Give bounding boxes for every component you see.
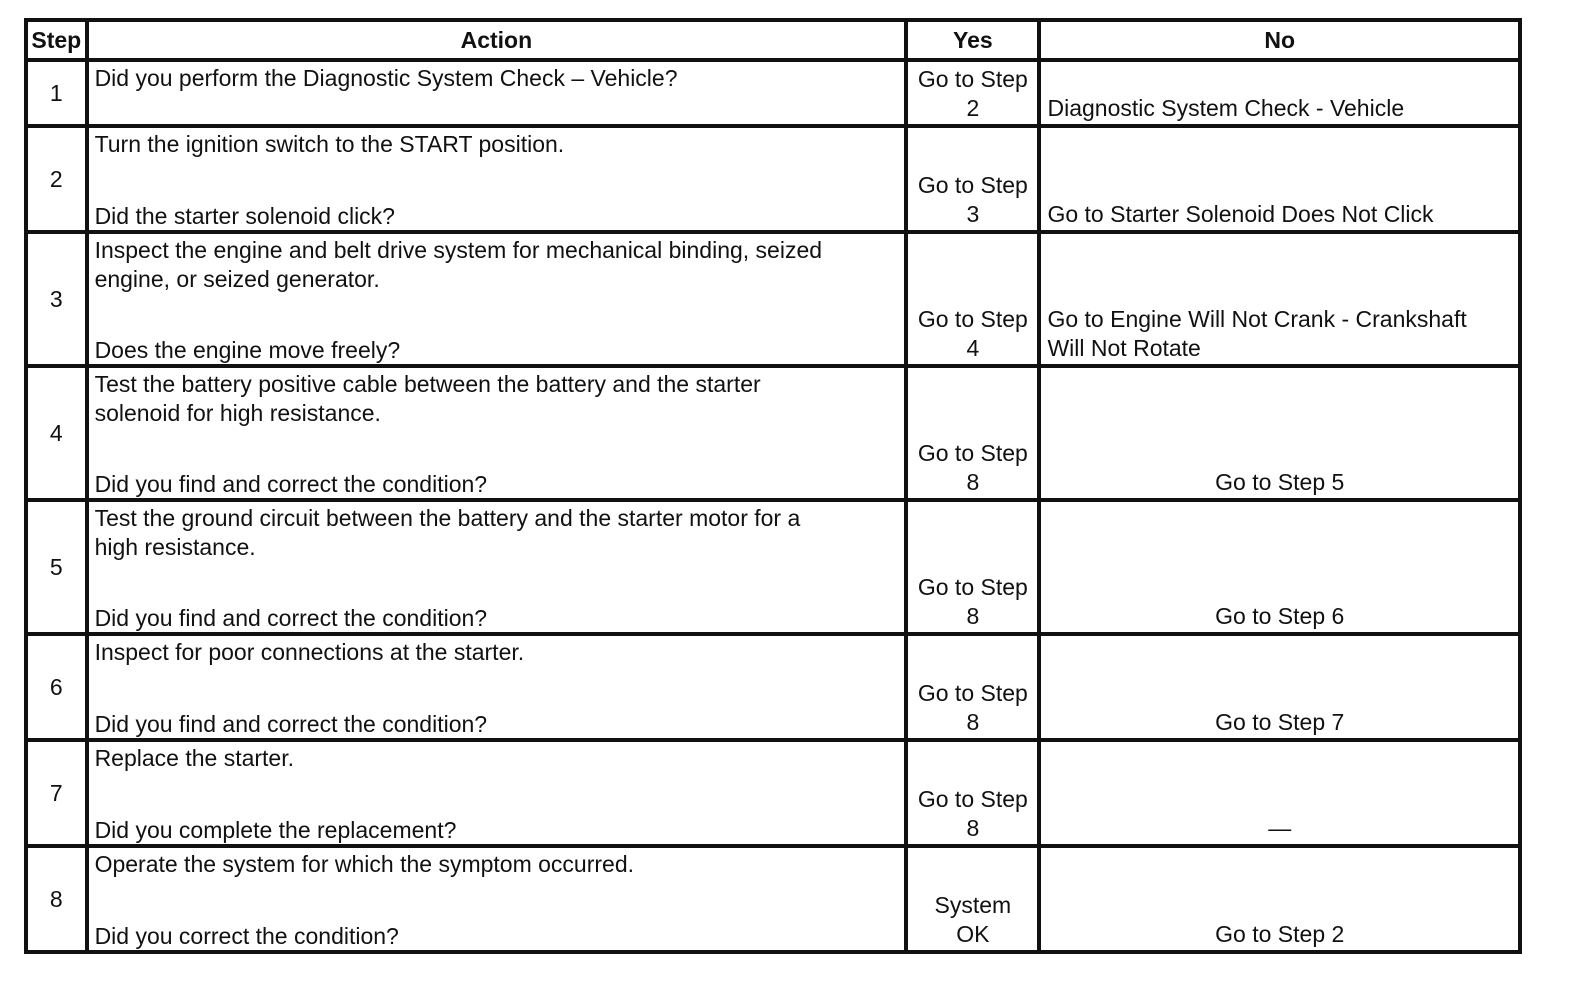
action-cell [87,126,907,232]
yes-cell [906,846,1039,952]
action-line: engine, or seized generator. [94,265,380,292]
table-row [26,740,1520,846]
action-instruction [95,370,899,427]
diagnostic-table [24,18,1522,954]
action-instruction [95,64,899,93]
action-line: Did you perform the Diagnostic System Check – Vehicle? [94,65,678,91]
action-content [95,744,899,844]
yes-line: Go to Step [917,172,1028,198]
yes-line: Go to Step [917,66,1028,92]
yes-cell [906,232,1039,366]
yes-line: 8 [966,602,980,629]
step-number: 6 [26,634,87,740]
step-number: 3 [26,232,87,366]
step-number: 5 [26,500,87,634]
action-instruction [95,850,899,879]
action-question: Did you correct the condition? [94,922,399,949]
no-cell [1039,126,1520,232]
action-question: Did you find and correct the condition? [94,604,488,631]
yes-cell [906,740,1039,846]
no-cell [1039,740,1520,846]
action-line: Operate the system for which the symptom occurred. [94,851,634,877]
action-instruction [95,744,899,773]
action-content [95,370,899,498]
table-body [26,60,1520,952]
action-content [95,64,899,124]
no-line: Go to Engine Will Not Crank - Crankshaft [1047,306,1467,332]
table-row [26,126,1520,232]
action-line: Turn the ignition switch to the START position. [94,131,565,157]
action-cell [87,500,907,634]
no-line: — [1268,814,1292,841]
action-content [95,638,899,738]
action-cell [87,232,907,366]
yes-line: System [934,892,1012,918]
yes-line: OK [956,920,990,947]
no-line: Go to Step 7 [1215,708,1345,735]
yes-line: Go to Step [917,440,1028,466]
action-line: Test the battery positive cable between the battery and the starter [94,371,761,397]
no-line: Go to Step 5 [1215,468,1345,495]
table-row [26,366,1520,500]
action-content [95,130,899,230]
no-cell [1039,634,1520,740]
action-cell [87,60,907,126]
yes-cell [906,60,1039,126]
yes-line: 2 [966,94,980,121]
yes-cell [906,366,1039,500]
yes-line: Go to Step [917,306,1028,332]
no-cell [1039,846,1520,952]
action-cell [87,846,907,952]
no-cell [1039,366,1520,500]
yes-line: Go to Step [917,574,1028,600]
step-number: 7 [26,740,87,846]
no-cell [1039,232,1520,366]
no-line: Go to Starter Solenoid Does Not Click [1047,200,1434,227]
table-row [26,500,1520,634]
action-question: Did the starter solenoid click? [94,202,395,229]
yes-line: Go to Step [917,680,1028,706]
action-instruction [95,504,899,561]
no-cell [1039,500,1520,634]
action-content [95,504,899,632]
no-line: Go to Step 2 [1215,920,1345,947]
table-header-row [26,20,1520,60]
table-row [26,60,1520,126]
step-number: 4 [26,366,87,500]
action-cell [87,740,907,846]
step-number: 2 [26,126,87,232]
action-question: Did you complete the replacement? [94,816,457,843]
step-number: 1 [26,60,87,126]
yes-line: Go to Step [917,786,1028,812]
yes-cell [906,500,1039,634]
action-question: Did you find and correct the condition? [94,470,488,497]
yes-line: 8 [966,468,980,495]
action-line: Replace the starter. [94,745,295,771]
header-yes: Yes [906,20,1039,60]
action-content [95,236,899,364]
table-row [26,634,1520,740]
action-line: Inspect for poor connections at the starter. [94,639,525,665]
table-row [26,232,1520,366]
action-line: solenoid for high resistance. [94,399,381,426]
action-question: Does the engine move freely? [94,336,401,363]
yes-cell [906,634,1039,740]
no-line: Go to Step 6 [1215,602,1345,629]
no-line: Diagnostic System Check - Vehicle [1047,94,1405,121]
yes-line: 4 [966,334,980,361]
yes-cell [906,126,1039,232]
action-cell [87,634,907,740]
header-action: Action [87,20,907,60]
action-content [95,850,899,950]
action-question: Did you find and correct the condition? [94,710,488,737]
action-line: Inspect the engine and belt drive system for mechanical binding, seized [94,237,823,263]
yes-line: 8 [966,814,980,841]
action-instruction [95,130,899,159]
action-line: high resistance. [94,533,256,560]
header-no: No [1039,20,1520,60]
table-row [26,846,1520,952]
action-instruction [95,236,899,293]
yes-line: 8 [966,708,980,735]
yes-line: 3 [966,200,980,227]
step-number: 8 [26,846,87,952]
action-instruction [95,638,899,667]
no-line: Will Not Rotate [1047,334,1201,361]
action-line: Test the ground circuit between the battery and the starter motor for a [94,505,801,531]
header-step: Step [26,20,87,60]
action-cell [87,366,907,500]
no-cell [1039,60,1520,126]
